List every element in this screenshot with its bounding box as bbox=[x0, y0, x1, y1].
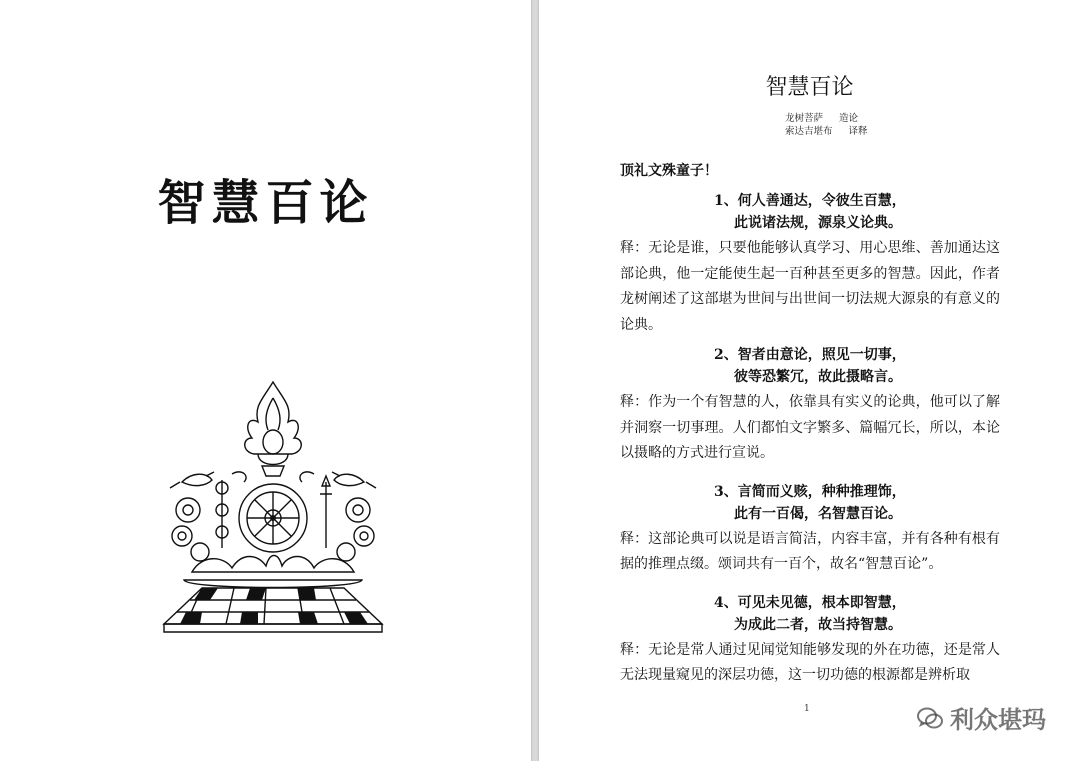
verse-line: 4、可见未见德，根本即智慧， bbox=[714, 594, 906, 611]
page-number: 1 bbox=[804, 704, 810, 714]
byline-translator bbox=[785, 125, 868, 138]
explanation-2: 释：作为一个有智慧的人，依靠具有实义的论典，他可以了解并洞察一切事理。人们都怕文字繁多、篇幅冗长，所以，本论以摄略的方式进行宣说。 bbox=[620, 394, 1000, 461]
verse-line: 此说诸法规，源泉义论典。 bbox=[734, 215, 902, 231]
watermark bbox=[916, 700, 1046, 735]
verse-line: 为成此二者，故当持智慧。 bbox=[734, 616, 902, 633]
page-content bbox=[620, 160, 1000, 695]
wechat-icon bbox=[916, 706, 944, 730]
byline-author bbox=[785, 112, 868, 125]
byline bbox=[785, 112, 868, 138]
verse-3 bbox=[620, 481, 1000, 525]
cover-title: 智慧百论 bbox=[157, 175, 374, 231]
translator-name: 索达吉堪布 bbox=[785, 126, 833, 137]
verse-4 bbox=[620, 592, 1000, 636]
homage-line: 顶礼文殊童子！ bbox=[620, 163, 718, 179]
verse-line: 3、言简而义赅，种种推理饰， bbox=[714, 483, 906, 500]
explanation-4: 释：无论是常人通过见闻觉知能够发现的外在功德，还是常人无法现量窥见的深层功德，这一切功德的根源都是辨析取 bbox=[620, 641, 1000, 683]
page-title: 智慧百论 bbox=[765, 75, 854, 100]
author-name: 龙树菩萨 bbox=[785, 113, 824, 124]
cover-page bbox=[0, 0, 531, 761]
verse-line: 此有一百偈，名智慧百论。 bbox=[734, 505, 902, 522]
explanation-3: 释：这部论典可以说是语言简洁，内容丰富，并有各种有根有据的推理点缀。颂词共有一百个，故名“智慧百论”。 bbox=[620, 530, 1000, 572]
dharma-wheel-emblem-icon bbox=[162, 376, 384, 634]
verse-line: 2、智者由意论，照见一切事， bbox=[714, 347, 906, 363]
verse-line: 1、何人善通达，令彼生百慧， bbox=[714, 193, 906, 209]
author-role: 造论 bbox=[839, 113, 859, 124]
text-page bbox=[539, 0, 1080, 761]
verse-line: 彼等恐繁冗，故此摄略言。 bbox=[734, 369, 902, 385]
translator-role: 译释 bbox=[848, 126, 868, 137]
watermark-text: 利众堪玛 bbox=[950, 706, 1046, 734]
verse-1 bbox=[620, 190, 1000, 234]
explanation-1: 释：无论是谁，只要他能够认真学习、用心思维、善加通达这部论典，他一定能使生起一百种甚至更多的智慧。因此，作者龙树阐述了这部堪为世间与出世间一切法规大源泉的有意义的论典。 bbox=[620, 240, 1000, 333]
verse-2 bbox=[620, 344, 1000, 388]
